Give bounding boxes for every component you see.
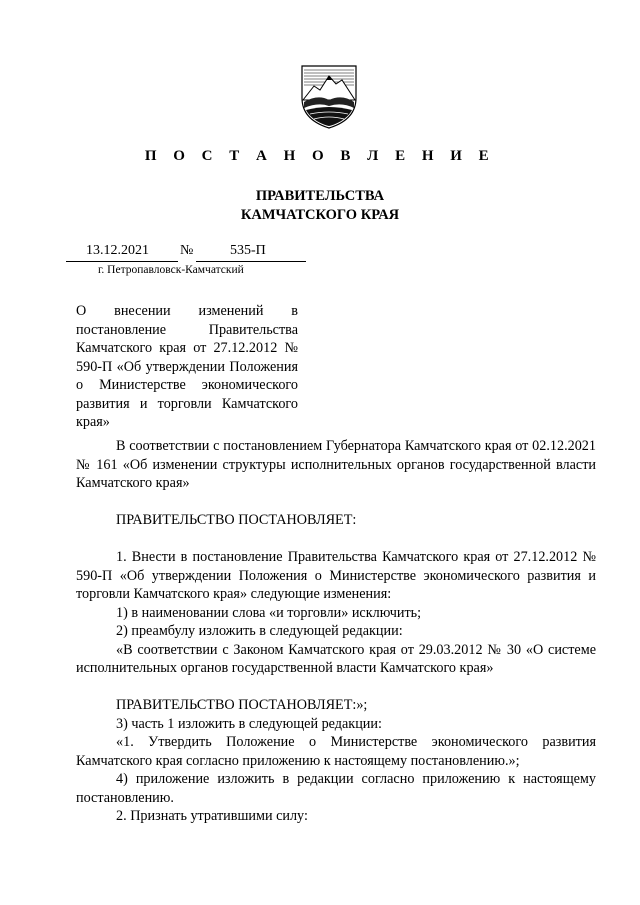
document-number: 535-П: [230, 243, 266, 258]
city-label: г. Петропавловск-Камчатский: [98, 264, 244, 276]
issuer-line-2: КАМЧАТСКОГО КРАЯ: [240, 207, 400, 223]
date-underline: [66, 261, 178, 262]
preamble-paragraph: В соответствии с постановлением Губернатора Камчатского края от 02.12.2021 № 161 «Об изменении структуры исполнительных органов государственной власти Камчатского края»: [76, 438, 596, 491]
item-1-4: 4) приложение изложить в редакции согласно приложению к настоящему постановлению.: [76, 771, 596, 806]
document-subject: О внесении изменений в постановление Правительства Камчатского края от 27.12.2012 № 590-П «Об утверждении Положения о Министерстве экономического развития и торговли Камчатского края»: [76, 303, 298, 430]
date-number-line: [66, 243, 306, 261]
document-type-heading: П О С Т А Н О В Л Е Н И Е: [144, 148, 496, 164]
document-date: 13.12.2021: [86, 243, 149, 258]
quoted-preamble: «В соответствии с Законом Камчатского края от 29.03.2012 № 30 «О системе исполнительных органов государственной власти Камчатского края»: [76, 641, 596, 676]
quoted-resolves: ПРАВИТЕЛЬСТВО ПОСТАНОВЛЯЕТ:»;: [116, 697, 368, 713]
number-sign: №: [180, 243, 194, 258]
item-1-1: 1) в наименовании слова «и торговли» исключить;: [116, 604, 422, 621]
item-1-2: 2) преамбулу изложить в следующей редакции:: [116, 623, 403, 639]
issuer-line-1: ПРАВИТЕЛЬСТВА: [255, 188, 385, 204]
item-2: 2. Признать утратившими силу:: [116, 808, 308, 824]
issuer-heading: [0, 187, 640, 225]
item-1: 1. Внести в постановление Правительства Камчатского края от 27.12.2012 № 590-П «Об утверждении Положения о Министерстве экономического развития и торговли Камчатского края» следующие изменения:: [76, 549, 596, 602]
kamchatka-coat-of-arms-icon: [298, 64, 360, 130]
document-body: [76, 437, 596, 826]
item-1-3: 3) часть 1 изложить в следующей редакции:: [116, 715, 382, 732]
quoted-part-1: «1. Утвердить Положение о Министерстве экономического развития Камчатского края согласно приложению к настоящему постановлению.»;: [76, 734, 596, 769]
resolves-heading: ПРАВИТЕЛЬСТВО ПОСТАНОВЛЯЕТ:: [116, 512, 357, 528]
number-underline: [196, 261, 306, 262]
